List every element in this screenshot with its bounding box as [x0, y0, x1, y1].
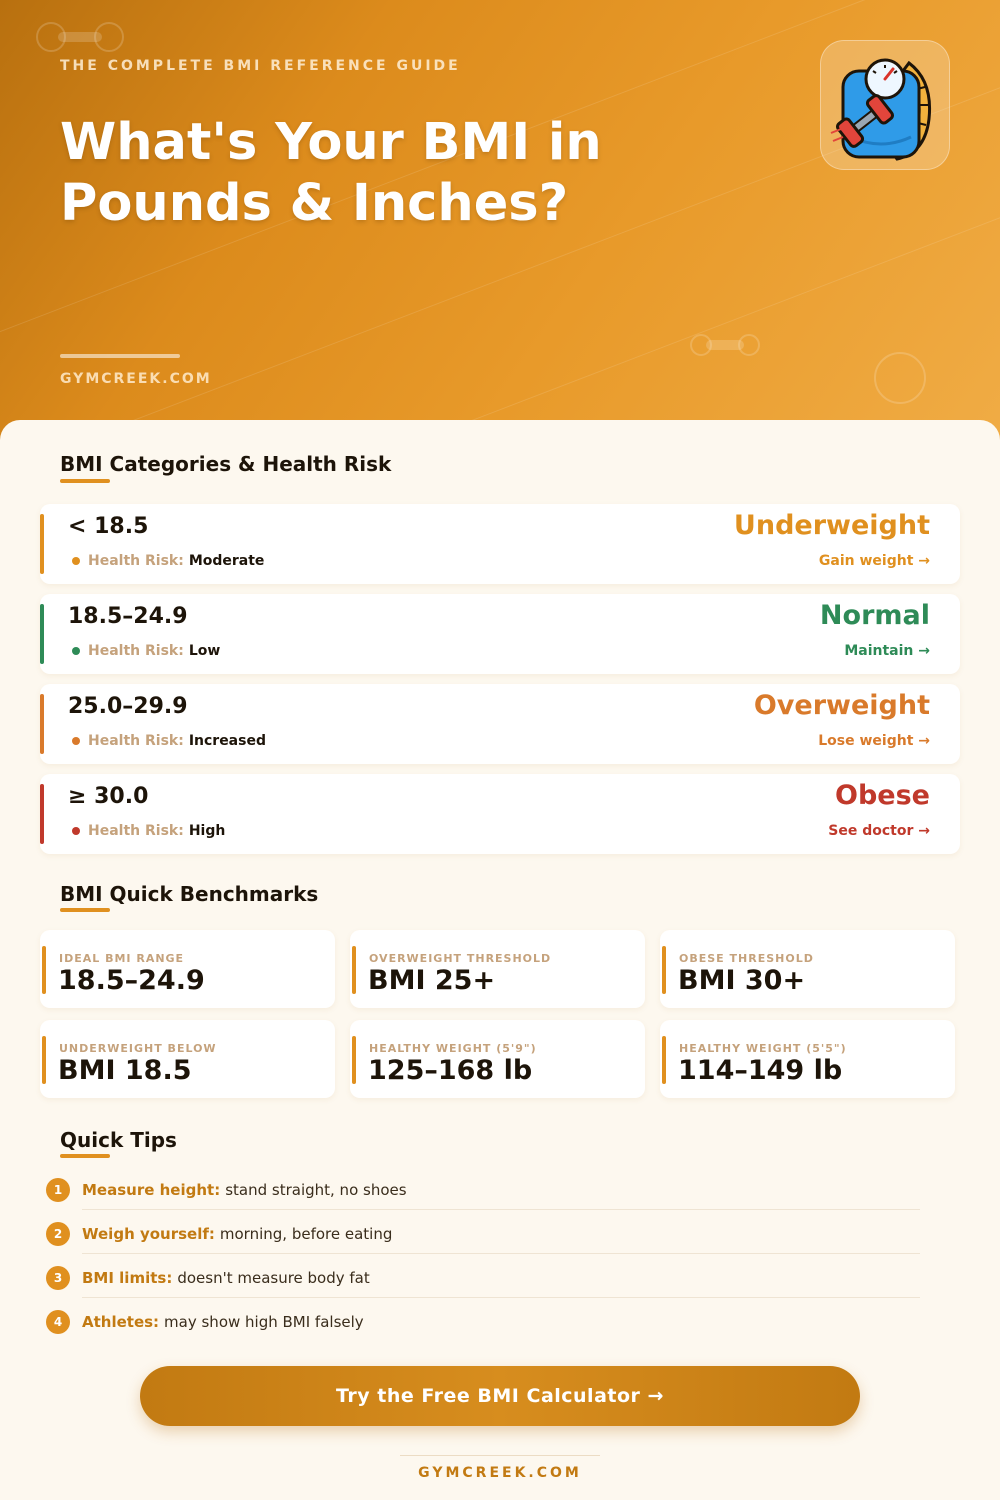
- tip-text: [82, 1225, 392, 1243]
- category-risk: [72, 553, 264, 569]
- tip-body: doesn't measure body fat: [177, 1269, 370, 1287]
- tip-divider: [82, 1209, 920, 1210]
- section-underline: [60, 479, 110, 483]
- benchmark-label: OBESE THRESHOLD: [679, 952, 814, 965]
- category-risk: [72, 733, 266, 749]
- category-name: Normal: [819, 600, 930, 631]
- category-card: [40, 774, 960, 854]
- tip-number: 4: [46, 1310, 70, 1334]
- section-underline: [60, 1154, 110, 1158]
- bmi-calculator-button[interactable]: Try the Free BMI Calculator →: [140, 1366, 860, 1426]
- benchmark-label: HEALTHY WEIGHT (5'5"): [679, 1042, 847, 1055]
- benchmark-value: 114–149 lb: [678, 1055, 843, 1086]
- tip-text: [82, 1181, 407, 1199]
- benchmark-value: 125–168 lb: [368, 1055, 533, 1086]
- tip-number: 1: [46, 1178, 70, 1202]
- category-range: 18.5–24.9: [68, 604, 188, 629]
- tip-number: 2: [46, 1222, 70, 1246]
- category-accent: [40, 604, 44, 664]
- benchmark-value: BMI 25+: [368, 965, 496, 996]
- benchmark-card: [40, 930, 335, 1008]
- benchmark-value: BMI 18.5: [58, 1055, 192, 1086]
- benchmark-accent: [662, 1036, 666, 1084]
- benchmark-card: [40, 1020, 335, 1098]
- category-accent: [40, 694, 44, 754]
- footer-site-name: GYMCREEK.COM: [418, 1465, 582, 1481]
- benchmark-accent: [42, 946, 46, 994]
- decorative-dumbbell-icon: [58, 32, 102, 42]
- risk-dot: [72, 557, 80, 565]
- risk-value: Moderate: [188, 553, 265, 569]
- category-action-link[interactable]: Maintain →: [844, 643, 930, 659]
- benchmark-label: UNDERWEIGHT BELOW: [59, 1042, 217, 1055]
- tip-heading: Measure height:: [82, 1181, 221, 1199]
- tip-number: 3: [46, 1266, 70, 1290]
- decorative-dumbbell-icon: [706, 340, 744, 350]
- benchmark-card: [660, 930, 955, 1008]
- risk-label: Health Risk:: [88, 553, 184, 569]
- benchmark-card: [350, 1020, 645, 1098]
- tip-body: morning, before eating: [219, 1225, 393, 1243]
- tips-title: Quick Tips: [60, 1128, 177, 1152]
- hero-site-name: GYMCREEK.COM: [60, 371, 212, 387]
- category-name: Overweight: [753, 690, 930, 721]
- tip-divider: [82, 1297, 920, 1298]
- risk-value: Increased: [188, 733, 266, 749]
- category-action-link[interactable]: Gain weight →: [818, 553, 930, 569]
- benchmark-label: IDEAL BMI RANGE: [59, 952, 185, 965]
- benchmark-label: HEALTHY WEIGHT (5'9"): [369, 1042, 537, 1055]
- section-underline: [60, 908, 110, 912]
- tip-divider: [82, 1253, 920, 1254]
- category-accent: [40, 514, 44, 574]
- benchmark-card: [660, 1020, 955, 1098]
- tip-heading: Athletes:: [82, 1313, 160, 1331]
- benchmarks-title: BMI Quick Benchmarks: [60, 882, 319, 906]
- hero-eyebrow: THE COMPLETE BMI REFERENCE GUIDE: [60, 58, 461, 74]
- risk-label: Health Risk:: [88, 643, 184, 659]
- risk-value: Low: [188, 643, 221, 659]
- tip-body: stand straight, no shoes: [225, 1181, 407, 1199]
- risk-dot: [72, 647, 80, 655]
- benchmark-value: 18.5–24.9: [58, 965, 205, 996]
- category-range: ≥ 30.0: [68, 784, 149, 809]
- category-risk: [72, 643, 220, 659]
- category-action-link[interactable]: Lose weight →: [818, 733, 930, 749]
- benchmark-value: BMI 30+: [678, 965, 806, 996]
- hero-banner: [0, 0, 1000, 450]
- risk-dot: [72, 737, 80, 745]
- category-card: [40, 504, 960, 584]
- category-name: Obese: [835, 780, 930, 811]
- footer-divider: [400, 1455, 600, 1456]
- category-range: < 18.5: [68, 514, 149, 539]
- benchmark-label: OVERWEIGHT THRESHOLD: [369, 952, 552, 965]
- tip-item: [46, 1222, 920, 1266]
- category-range: 25.0–29.9: [68, 694, 188, 719]
- scale-dumbbell-icon: [820, 40, 950, 170]
- benchmark-accent: [662, 946, 666, 994]
- tip-body: may show high BMI falsely: [164, 1313, 364, 1331]
- category-name: Underweight: [733, 510, 930, 541]
- tip-text: [82, 1269, 370, 1287]
- category-action-link[interactable]: See doctor →: [828, 823, 930, 839]
- decorative-circle: [874, 352, 926, 404]
- benchmark-accent: [352, 946, 356, 994]
- tip-item: [46, 1310, 920, 1354]
- category-card: [40, 684, 960, 764]
- category-risk: [72, 823, 225, 839]
- category-card: [40, 594, 960, 674]
- page-title: What's Your BMI in Pounds & Inches?: [60, 113, 602, 233]
- risk-label: Health Risk:: [88, 823, 184, 839]
- risk-label: Health Risk:: [88, 733, 184, 749]
- risk-dot: [72, 827, 80, 835]
- tip-item: [46, 1178, 920, 1222]
- category-accent: [40, 784, 44, 844]
- benchmark-accent: [352, 1036, 356, 1084]
- tip-item: [46, 1266, 920, 1310]
- hero-divider: [60, 354, 180, 358]
- benchmark-card: [350, 930, 645, 1008]
- content-panel: [0, 420, 1000, 1500]
- tip-heading: Weigh yourself:: [82, 1225, 215, 1243]
- categories-title: BMI Categories & Health Risk: [60, 452, 392, 476]
- tip-text: [82, 1313, 364, 1331]
- tip-heading: BMI limits:: [82, 1269, 173, 1287]
- risk-value: High: [188, 823, 226, 839]
- benchmark-accent: [42, 1036, 46, 1084]
